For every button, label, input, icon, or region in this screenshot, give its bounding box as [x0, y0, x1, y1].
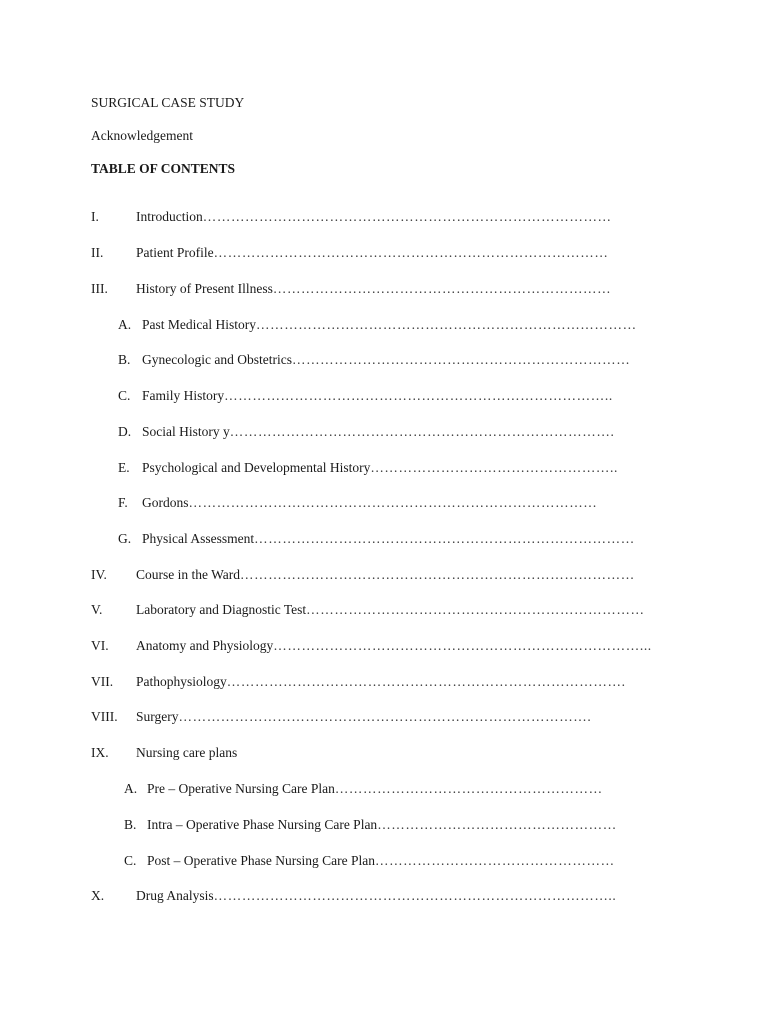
toc-leader-dots: …………………………………………… [374, 853, 615, 868]
toc-leader-dots: ……………………………………………………………………… [254, 531, 635, 546]
toc-number: B. [118, 352, 131, 367]
toc-row [91, 280, 678, 298]
toc-entry [136, 744, 237, 762]
toc-label: Social History y [142, 424, 230, 439]
toc-row [91, 244, 678, 262]
toc-entry [147, 816, 617, 834]
toc-leader-dots: ………………………………………………………………………… [213, 245, 609, 260]
toc-leader-dots: …………………………………………………………………………… [188, 495, 598, 510]
toc-number: IX. [91, 745, 109, 760]
toc-number: X. [91, 888, 105, 903]
toc-number: VIII. [91, 709, 118, 724]
toc-entry [147, 780, 603, 798]
toc-leader-dots: ……………………………………………………………… [291, 352, 631, 367]
toc-entry [136, 673, 626, 691]
toc-number: V. [91, 602, 103, 617]
toc-leader-dots: …………………………………………………………………………. [226, 674, 626, 689]
toc-row [124, 852, 678, 870]
toc-label: Course in the Ward [136, 567, 241, 582]
toc-leader-dots: …………………………………………… [377, 817, 617, 832]
toc-number: F. [118, 495, 128, 510]
toc-entry [136, 887, 616, 905]
toc-label: Intra – Operative Phase Nursing Care Plan [147, 817, 378, 832]
toc-number: VI. [91, 638, 109, 653]
toc-leader-dots: ……………………………………………………………………... [273, 638, 652, 653]
toc-number: IV. [91, 567, 107, 582]
acknowledgement-heading: Acknowledgement [91, 128, 193, 143]
toc-row [91, 708, 678, 726]
toc-entry [136, 566, 635, 584]
toc-entry [147, 852, 615, 870]
toc-label: Laboratory and Diagnostic Test [136, 602, 307, 617]
toc-leader-dots: ……………………………………………………………… [272, 281, 612, 296]
toc-number: C. [118, 388, 131, 403]
toc-label: Patient Profile [136, 245, 214, 260]
toc-row [91, 208, 678, 226]
toc-number: B. [124, 817, 137, 832]
toc-row [91, 887, 678, 905]
toc-row [118, 423, 678, 441]
toc-number: VII. [91, 674, 114, 689]
toc-number: G. [118, 531, 132, 546]
toc-row [124, 780, 678, 798]
document-title: SURGICAL CASE STUDY [91, 95, 245, 110]
toc-row [118, 351, 678, 369]
toc-entry [142, 351, 630, 369]
toc-entry [136, 601, 645, 619]
toc-leader-dots: ………………………………………………………………………….. [213, 888, 617, 903]
toc-label: Family History [142, 388, 225, 403]
toc-number: II. [91, 245, 104, 260]
toc-row [91, 673, 678, 691]
toc-entry [142, 316, 637, 334]
toc-label: Past Medical History [142, 317, 256, 332]
toc-label: Pathophysiology [136, 674, 227, 689]
toc-heading: TABLE OF CONTENTS [91, 161, 236, 176]
toc-leader-dots: ……………………………………………………………………… [256, 317, 637, 332]
toc-label: Introduction [136, 209, 203, 224]
toc-label: Surgery [136, 709, 179, 724]
toc-number: A. [124, 781, 138, 796]
toc-leader-dots: ……………………………………………………………………………. [178, 709, 592, 724]
toc-number: A. [118, 317, 132, 332]
toc-leader-dots: ………………………………………………………………………… [240, 567, 635, 582]
toc-row [118, 459, 678, 477]
toc-label: Gordons [142, 495, 189, 510]
toc-leader-dots: …………………………………………….. [370, 460, 618, 475]
toc-row [118, 387, 678, 405]
toc-leader-dots: …………………………………………………………………………… [202, 209, 612, 224]
toc-row [124, 816, 678, 834]
toc-row [118, 530, 678, 548]
toc-number: I. [91, 209, 99, 224]
toc-entry [142, 423, 614, 441]
toc-row [91, 744, 678, 762]
toc-number: III. [91, 281, 108, 296]
toc-leader-dots: ………………………………………………………………………. [229, 424, 615, 439]
toc-row [91, 637, 678, 655]
toc-label: Nursing care plans [136, 745, 238, 760]
toc-number: E. [118, 460, 130, 475]
toc-number: C. [124, 853, 137, 868]
toc-entry [142, 387, 613, 405]
toc-label: History of Present Illness [136, 281, 273, 296]
toc-label: Anatomy and Physiology [136, 638, 274, 653]
toc-entry [142, 530, 635, 548]
toc-label: Pre – Operative Nursing Care Plan [147, 781, 335, 796]
toc-entry [136, 637, 652, 655]
toc-entry [136, 208, 612, 226]
toc-label: Physical Assessment [142, 531, 255, 546]
toc-label: Post – Operative Phase Nursing Care Plan [147, 853, 375, 868]
toc-entry [136, 708, 591, 726]
toc-entry [136, 280, 611, 298]
toc-leader-dots: ……………………………………………………………… [306, 602, 645, 617]
toc-label: Psychological and Developmental History [142, 460, 371, 475]
toc-row [91, 601, 678, 619]
toc-row [91, 566, 678, 584]
toc-row [118, 494, 678, 512]
toc-label: Drug Analysis [136, 888, 214, 903]
toc-entry [136, 244, 608, 262]
toc-entry [142, 494, 597, 512]
toc-number: D. [118, 424, 132, 439]
toc-row [118, 316, 678, 334]
toc-leader-dots: ………………………………………………… [334, 781, 603, 796]
toc-leader-dots: ……………………………………………………………………….. [224, 388, 613, 403]
toc-label: Gynecologic and Obstetrics [142, 352, 292, 367]
toc-entry [142, 459, 618, 477]
